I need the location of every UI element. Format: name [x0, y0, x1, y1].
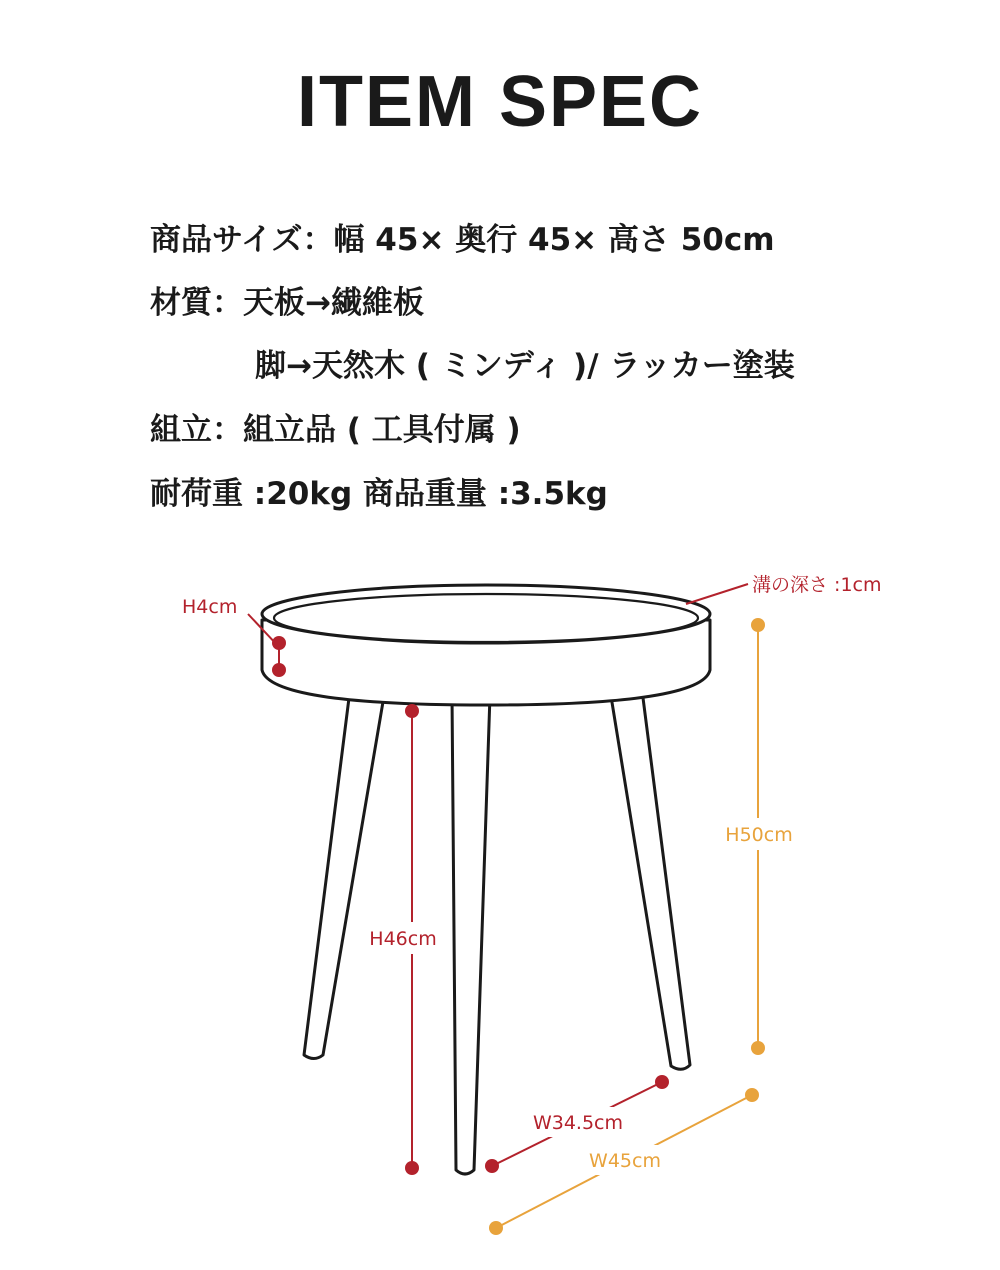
top-width-dot-right — [745, 1088, 759, 1102]
tabletop-groove — [274, 594, 698, 642]
table-dimension-diagram — [0, 540, 1000, 1270]
total-height-label: H50cm — [725, 824, 793, 846]
leg-span-dot-right — [655, 1075, 669, 1089]
groove-depth-label: 溝の深さ :1cm — [752, 574, 882, 596]
spec-size: 商品サイズ：幅 45× 奥行 45× 高さ 50cm — [150, 222, 775, 258]
spec-load-weight: 耐荷重 :20kg 商品重量 :3.5kg — [150, 476, 608, 512]
table-leg-right — [610, 690, 690, 1069]
spec-assembly: 組立：組立品 ( 工具付属 ) — [150, 412, 521, 448]
table-leg-front — [452, 695, 490, 1174]
leg-span-label: W34.5cm — [532, 1112, 624, 1134]
groove-depth-leader — [686, 584, 748, 604]
table-leg-left — [304, 690, 385, 1059]
spec-material-legs: 脚→天然木 ( ミンディ )/ ラッカー塗装 — [255, 348, 795, 384]
top-width-dot-left — [489, 1221, 503, 1235]
table-illustration — [262, 585, 710, 1174]
rim-height-dot-bottom — [272, 663, 286, 677]
leg-height-dot-bottom — [405, 1161, 419, 1175]
top-width-label: W45cm — [589, 1150, 661, 1172]
rim-height-label: H4cm — [182, 596, 238, 618]
page-title: ITEM SPEC — [296, 62, 704, 142]
spec-material-top: 材質：天板→繊維板 — [150, 285, 424, 321]
leg-height-dot-top — [405, 704, 419, 718]
leg-span-dot-left — [485, 1159, 499, 1173]
leg-height-label: H46cm — [369, 928, 437, 950]
rim-height-dot-top — [272, 636, 286, 650]
total-height-dot-top — [751, 618, 765, 632]
total-height-dot-bottom — [751, 1041, 765, 1055]
